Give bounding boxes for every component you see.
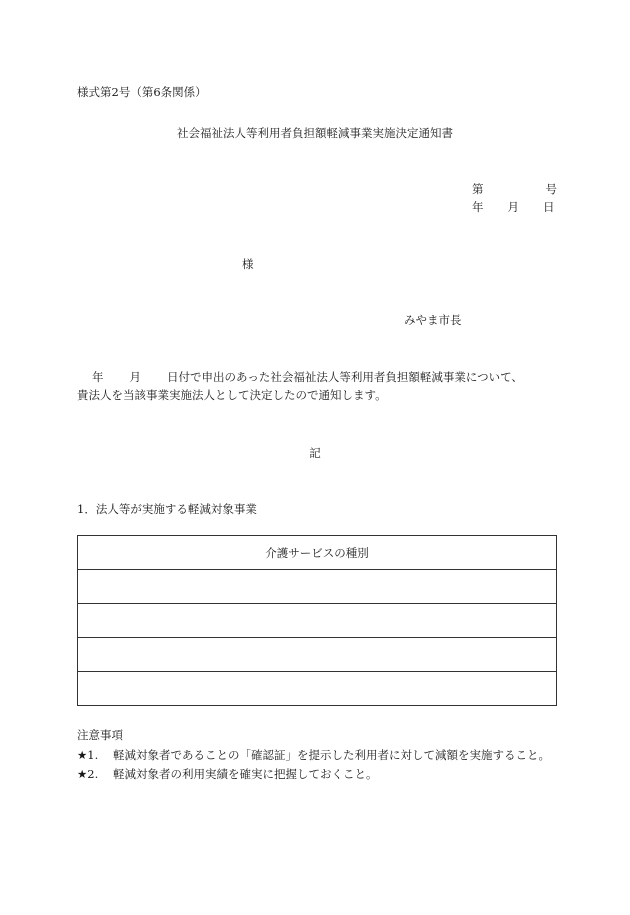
- note-text: 軽減対象者であることの「確認証」を提示した利用者に対して減額を実施すること。: [113, 748, 550, 762]
- note-item-1: [77, 748, 550, 762]
- table-row: [78, 672, 557, 706]
- section-1-heading: 1．法人等が実施する軽減対象事業: [77, 502, 257, 516]
- note-marker: ★1.: [77, 748, 99, 762]
- body-month: 月: [129, 370, 141, 384]
- document-number: [472, 182, 557, 196]
- table-cell: [78, 672, 557, 706]
- issuer: みやま市長: [404, 313, 462, 327]
- note-text: 軽減対象者の利用実績を確実に把握しておくこと。: [113, 767, 378, 781]
- body-line1-text: 日付で申出のあった社会福祉法人等利用者負担額軽減事業について、: [167, 370, 523, 384]
- body-line-2: 貴法人を当該事業実施法人として決定したので通知します。: [77, 388, 387, 402]
- table-row: [78, 604, 557, 638]
- notes-title: 注意事項: [77, 728, 123, 742]
- date-year: 年: [472, 200, 484, 214]
- ki-heading: 記: [309, 446, 321, 460]
- table-header-row: [78, 536, 557, 570]
- note-marker: ★2.: [77, 767, 99, 781]
- table-cell: [78, 604, 557, 638]
- table-cell: [78, 570, 557, 604]
- body-year: 年: [92, 370, 104, 384]
- number-suffix: 号: [545, 182, 557, 196]
- table-row: [78, 570, 557, 604]
- number-prefix: 第: [472, 182, 484, 196]
- note-item-2: [77, 767, 378, 781]
- service-type-table: [77, 535, 557, 706]
- document-title: 社会福祉法人等利用者負担額軽減事業実施決定通知書: [177, 126, 453, 140]
- recipient: 様: [242, 257, 254, 271]
- date-day: 日: [543, 200, 555, 214]
- table-cell: [78, 638, 557, 672]
- date-month: 月: [507, 200, 519, 214]
- body-line-1: [77, 370, 523, 384]
- document-date: [472, 200, 555, 214]
- form-label: 様式第2号（第6条関係）: [77, 85, 207, 99]
- table-header-cell: 介護サービスの種別: [78, 536, 557, 570]
- table-row: [78, 638, 557, 672]
